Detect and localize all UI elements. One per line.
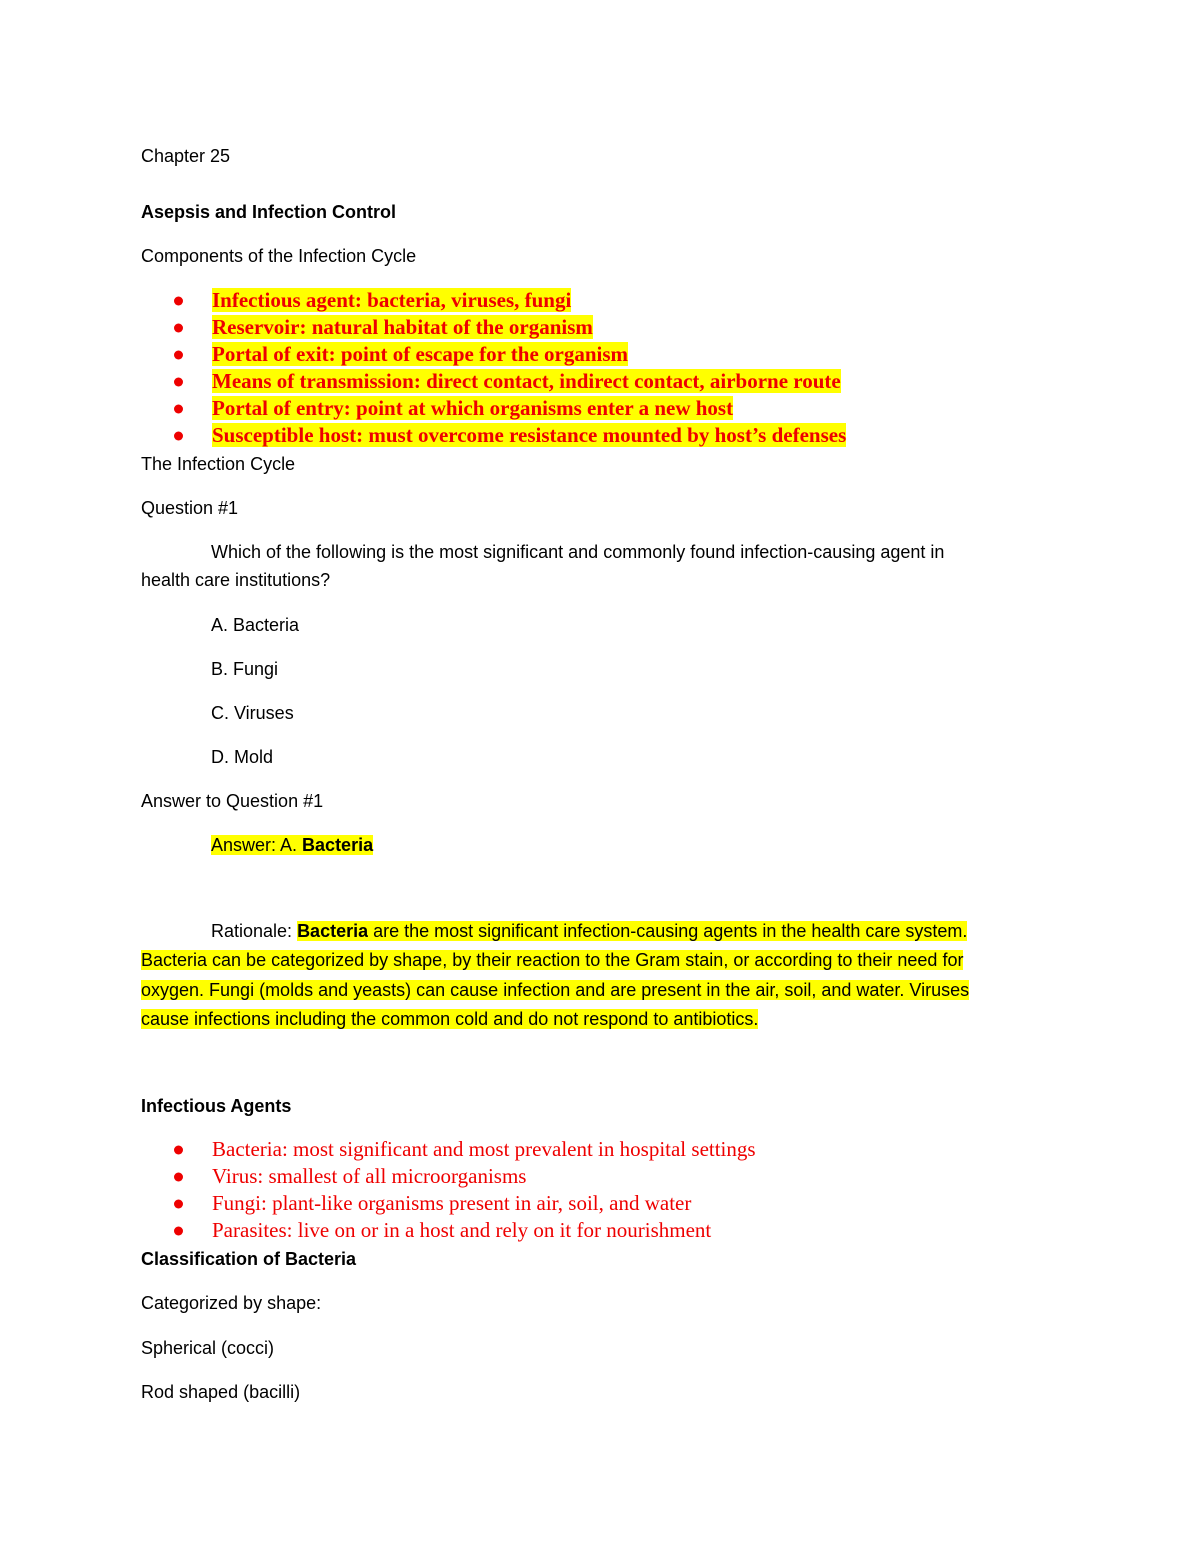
bullet-icon <box>174 404 183 413</box>
list-item: Infectious agent: bacteria, viruses, fungi <box>172 287 846 314</box>
bullet-icon <box>174 1199 183 1208</box>
question-text-line1: Which of the following is the most significant and commonly found infection-causing agent in <box>211 542 945 562</box>
bullet-icon <box>174 377 183 386</box>
list-item: Means of transmission: direct contact, indirect contact, airborne route <box>172 368 846 395</box>
list-item: Bacteria: most significant and most prevalent in hospital settings <box>172 1136 756 1163</box>
answer-line <box>211 834 373 856</box>
bullet-icon <box>174 350 183 359</box>
bullet-icon <box>174 1145 183 1154</box>
list-item: Portal of exit: point of escape for the organism <box>172 341 846 368</box>
agents-list <box>172 1136 756 1244</box>
bullet-icon <box>174 323 183 332</box>
rationale-label: Rationale: <box>211 921 298 941</box>
option-d: D. Mold <box>211 747 274 767</box>
classification-heading: Classification of Bacteria <box>141 1249 357 1269</box>
chapter-label: Chapter 25 <box>141 146 231 166</box>
option-c: C. Viruses <box>211 703 294 723</box>
rationale-text-2: Bacteria can be categorized by shape, by their reaction to the Gram stain, or according to their need for <box>141 950 964 971</box>
components-list <box>172 287 846 449</box>
rationale-paragraph <box>141 917 1046 1034</box>
shape-spherical: Spherical (cocci) <box>141 1338 275 1358</box>
rationale-text-1: are the most significant infection-causing agents in the health care system. <box>368 921 968 941</box>
option-a: A. Bacteria <box>211 615 300 635</box>
question-label: Question #1 <box>141 498 239 518</box>
rationale-term: Bacteria <box>297 921 369 941</box>
list-item: Susceptible host: must overcome resistance mounted by host’s defenses <box>172 422 846 449</box>
infection-cycle-label: The Infection Cycle <box>141 454 296 474</box>
list-item: Parasites: live on or in a host and rely on it for nourishment <box>172 1217 756 1244</box>
list-item: Virus: smallest of all microorganisms <box>172 1163 756 1190</box>
bullet-icon <box>174 1172 183 1181</box>
categorized-label: Categorized by shape: <box>141 1293 322 1313</box>
components-heading: Components of the Infection Cycle <box>141 246 417 266</box>
answer-label: Answer to Question #1 <box>141 791 324 811</box>
bullet-icon <box>174 296 183 305</box>
list-item: Fungi: plant-like organisms present in air, soil, and water <box>172 1190 756 1217</box>
agents-heading: Infectious Agents <box>141 1096 292 1116</box>
list-item: Reservoir: natural habitat of the organism <box>172 314 846 341</box>
list-item: Portal of entry: point at which organisms enter a new host <box>172 395 846 422</box>
rationale-line1 <box>141 917 1046 946</box>
option-b: B. Fungi <box>211 659 279 679</box>
answer-value: Bacteria <box>302 835 374 855</box>
shape-rod: Rod shaped (bacilli) <box>141 1382 301 1402</box>
answer-prefix: Answer: A. <box>211 835 303 855</box>
bullet-icon <box>174 1226 183 1235</box>
bullet-icon <box>174 431 183 440</box>
question-text-line2: health care institutions? <box>141 570 331 590</box>
rationale-text-3: oxygen. Fungi (molds and yeasts) can cause infection and are present in the air, soil, and water. Viruses <box>141 979 970 1000</box>
rationale-text-4: cause infections including the common cold and do not respond to antibiotics. <box>141 1008 759 1029</box>
page-title: Asepsis and Infection Control <box>141 202 397 222</box>
